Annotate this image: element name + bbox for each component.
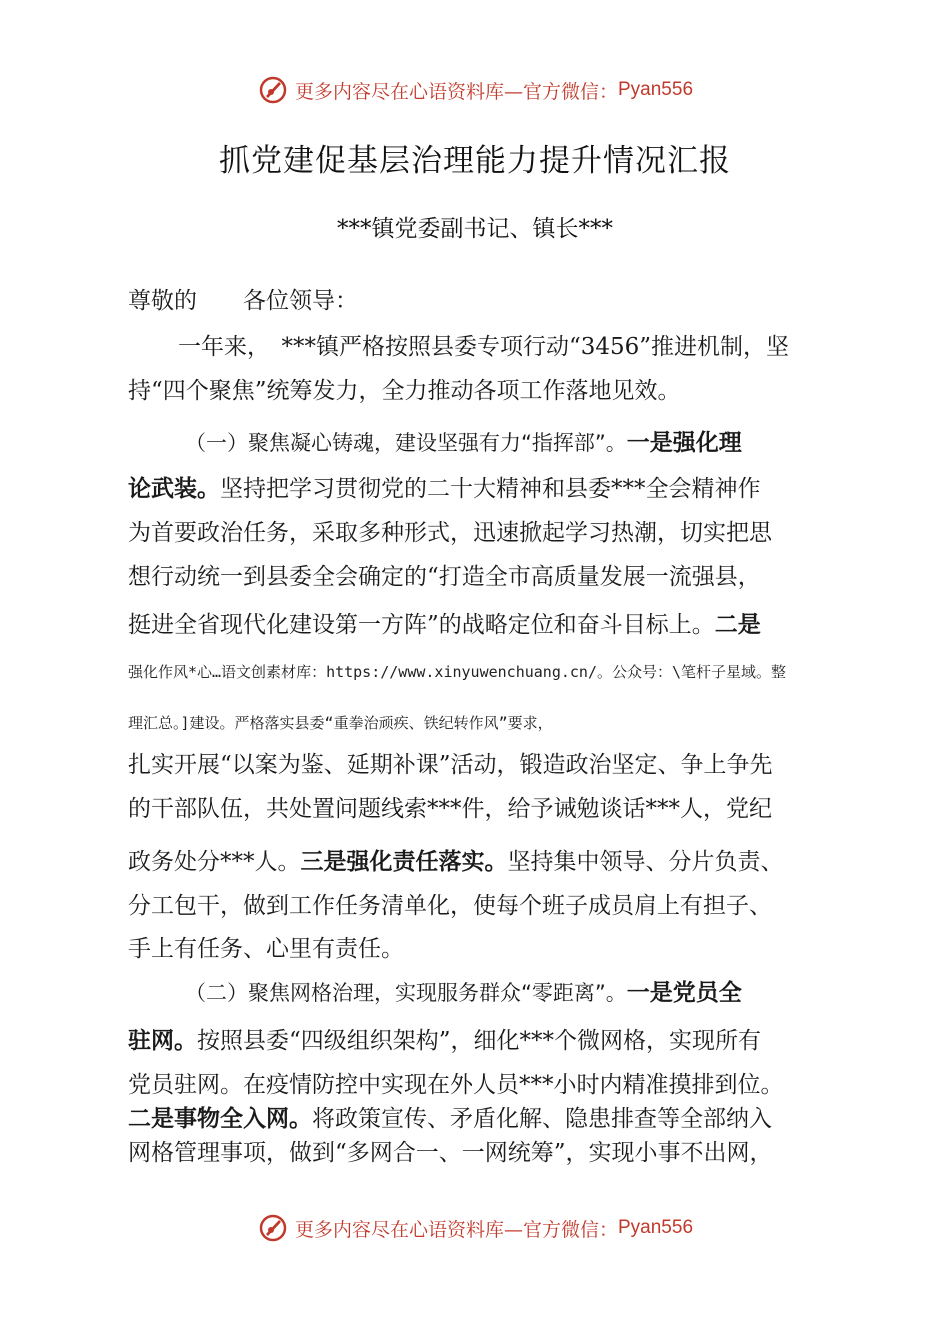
body-line: 持“四个聚焦”统筹发力，全力推动各项工作落地见效。 xyxy=(128,378,681,404)
body-line: 手上有任务、心里有责任。 xyxy=(128,936,404,962)
section-heading-line: （一）聚焦凝心铸魂，建设坚强有力“指挥部”。一是强化理 xyxy=(185,430,742,456)
body-line: 扎实开展“以案为鉴、延期补课”活动，锻造政治坚定、争上争先 xyxy=(128,752,773,778)
banner-text: 更多内容尽在心语资料库—官方微信： xyxy=(294,80,618,103)
document-title: 抓党建促基层治理能力提升情况汇报 xyxy=(219,143,731,179)
body-line: 尊敬的 各位领导： xyxy=(128,288,358,314)
logo-icon xyxy=(257,74,289,106)
body-line: 论武装。坚持把学习贯彻党的二十大精神和县委***全会精神作 xyxy=(128,476,761,502)
body-line: 想行动统一到县委全会确定的“打造全市高质量发展一流强县， xyxy=(128,564,761,590)
section-heading-line: （二）聚焦网格治理，实现服务群众“零距离”。一是党员全 xyxy=(185,980,742,1006)
document-subtitle: ***镇党委副书记、镇长*** xyxy=(337,216,613,242)
body-line: 二是事物全入网。将政策宣传、矛盾化解、隐患排查等全部纳入 xyxy=(128,1106,772,1132)
banner-wechat-id: Pyan556 xyxy=(618,1217,694,1238)
body-line: 网格管理事项，做到“多网合一、一网统筹”，实现小事不出网， xyxy=(128,1140,773,1166)
logo-icon xyxy=(257,1212,289,1244)
watermark-banner-bottom xyxy=(0,1212,950,1244)
body-line: 一年来， ***镇严格按照县委专项行动“3456”推进机制，坚 xyxy=(178,334,790,360)
body-line: 党员驻网。在疫情防控中实现在外人员***小时内精准摸排到位。 xyxy=(128,1072,784,1098)
inserted-note-line: 强化作风*心…语文创素材库：https://www.xinyuwenchuang.cn/。公众号：\笔杆子星域。整 xyxy=(128,663,787,681)
banner-text: 更多内容尽在心语资料库—官方微信： xyxy=(294,1218,618,1241)
banner-wechat-id: Pyan556 xyxy=(618,79,694,100)
body-line: 为首要政治任务，采取多种形式，迅速掀起学习热潮，切实把思 xyxy=(128,520,772,546)
watermark-banner-top xyxy=(0,74,950,106)
body-line: 分工包干，做到工作任务清单化，使每个班子成员肩上有担子、 xyxy=(128,893,772,919)
body-line: 的干部队伍，共处置问题线索***件，给予诫勉谈话***人，党纪 xyxy=(128,796,772,822)
inserted-note-line: 理汇总。]建设。严格落实县委“重拳治顽疾、铁纪转作风”要求， xyxy=(128,714,553,732)
body-line: 挺进全省现代化建设第一方阵”的战略定位和奋斗目标上。二是 xyxy=(128,612,761,638)
body-line: 驻网。按照县委“四级组织架构”，细化***个微网格，实现所有 xyxy=(128,1028,762,1054)
body-line: 政务处分***人。三是强化责任落实。坚持集中领导、分片负责、 xyxy=(128,849,784,875)
